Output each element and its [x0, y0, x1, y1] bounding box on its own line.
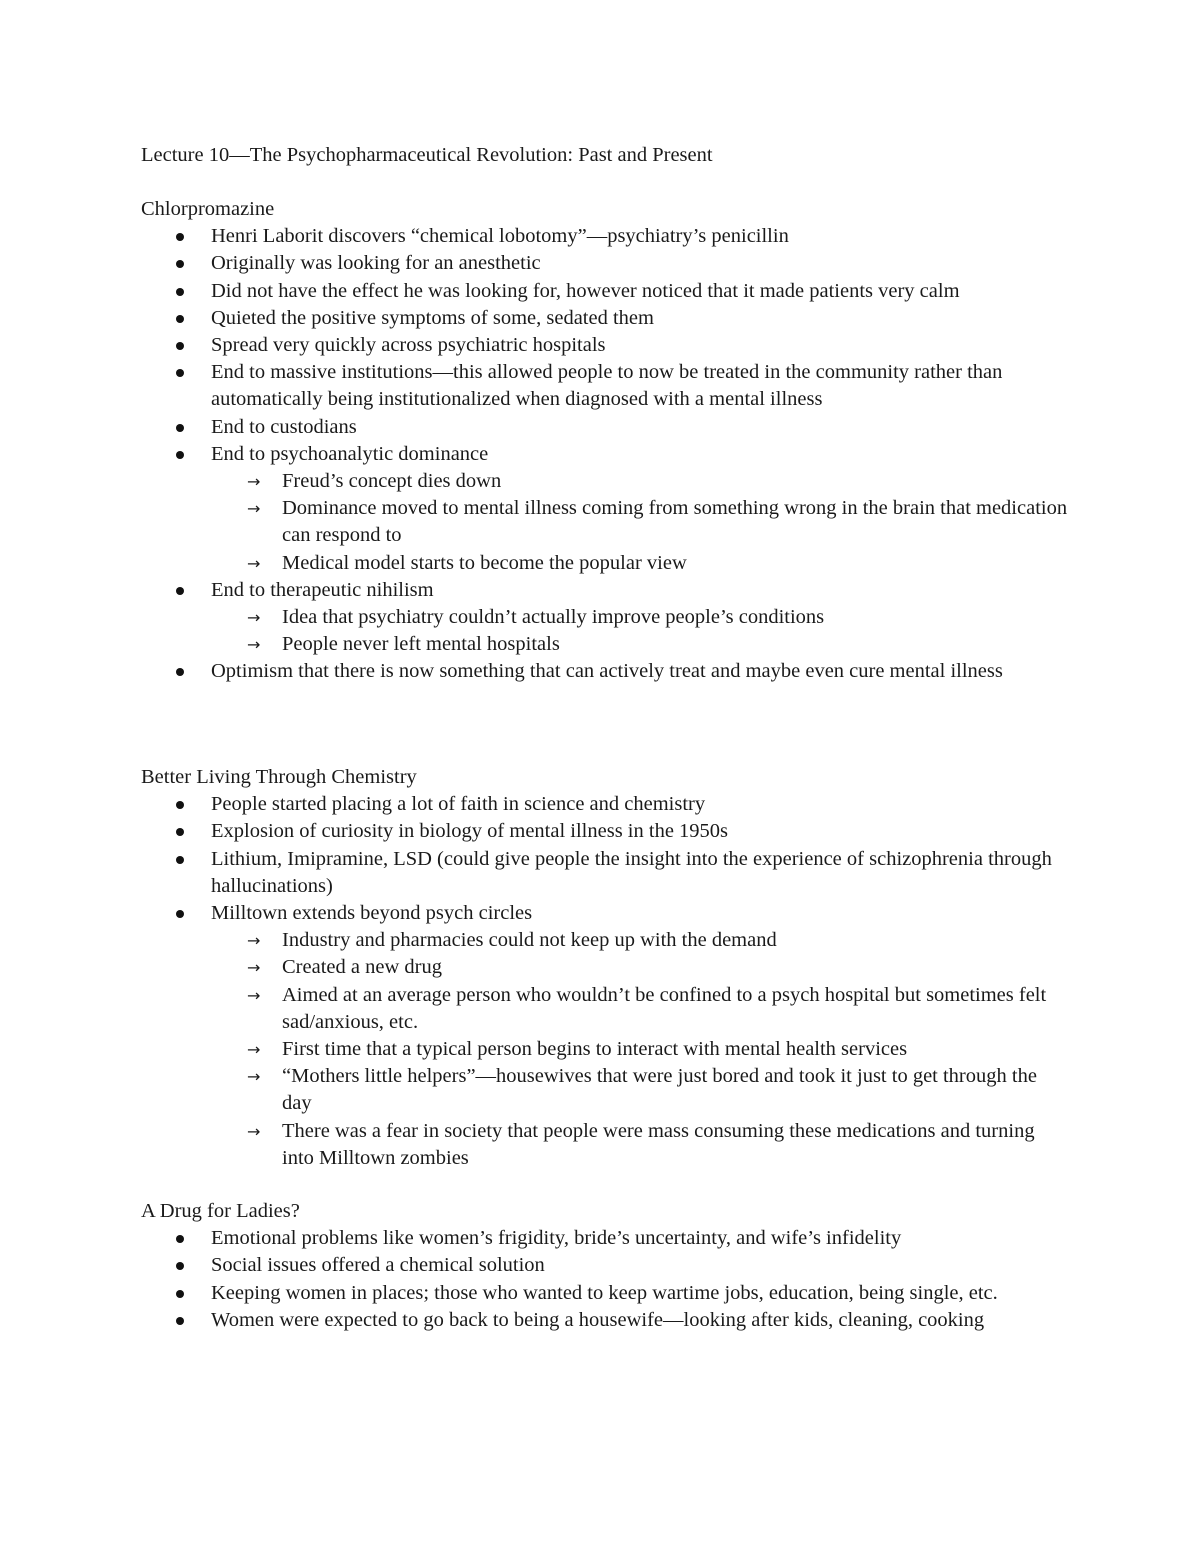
list-item: Social issues offered a chemical solution	[0, 1252, 1200, 1279]
sub-list	[211, 468, 1070, 577]
list-item: Spread very quickly across psychiatric hospitals	[0, 332, 1200, 359]
bullet-icon	[176, 856, 184, 864]
bullet-icon	[176, 668, 184, 676]
sub-list-item: → Freud’s concept dies down	[282, 468, 1070, 495]
section-heading: Chlorpromazine	[141, 198, 275, 220]
list-item: People started placing a lot of faith in science and chemistry	[0, 791, 1200, 818]
sub-list-item: → Aimed at an average person who wouldn’t be confined to a psych hospital but sometimes felt sad/anxious, etc.	[247, 983, 1047, 1033]
sub-list-item: → There was a fear in society that people were mass consuming these medications and turning into Milltown zombies	[247, 1119, 1035, 1169]
page-title: Lecture 10—The Psychopharmaceutical Revolution: Past and Present	[141, 144, 713, 166]
sub-list-item: → People never left mental hospitals	[282, 631, 1070, 658]
sub-list-item: → Medical model starts to become the popular view	[282, 550, 1070, 577]
list-item: Keeping women in places; those who wanted to keep wartime jobs, education, being single, etc.	[0, 1280, 1200, 1307]
bullet-icon	[176, 342, 184, 350]
bullet-icon	[176, 288, 184, 296]
bullet-icon	[176, 424, 184, 432]
arrow-right-icon: →	[247, 499, 261, 519]
list-item: Lithium, Imipramine, LSD (could give people the insight into the experience of schizophrenia through hallucinations)	[0, 846, 1200, 900]
list-item: Explosion of curiosity in biology of mental illness in the 1950s	[0, 818, 1200, 845]
section-heading: A Drug for Ladies?	[141, 1200, 300, 1222]
sub-list-item: → First time that a typical person begins to interact with mental health services	[282, 1036, 1070, 1063]
sub-list	[211, 604, 1070, 658]
arrow-right-icon: →	[247, 635, 261, 655]
list-item: End to therapeutic nihilism → Idea that psychiatry couldn’t actually improve people’s conditions → People never left mental hospitals	[0, 577, 1200, 659]
arrow-right-icon: →	[247, 1040, 261, 1060]
arrow-right-icon: →	[247, 1067, 261, 1087]
list-item: Quieted the positive symptoms of some, sedated them	[0, 305, 1200, 332]
arrow-right-icon: →	[247, 958, 261, 978]
arrow-right-icon: →	[247, 1121, 261, 1141]
bullet-list	[0, 1225, 1200, 1334]
bullet-icon	[176, 451, 184, 459]
bullet-icon	[176, 1290, 184, 1298]
arrow-right-icon: →	[247, 472, 261, 492]
bullet-icon	[176, 828, 184, 836]
bullet-icon	[176, 1317, 184, 1325]
bullet-list	[0, 223, 1200, 685]
bullet-icon	[176, 315, 184, 323]
section-drug-for-ladies	[0, 1198, 1200, 1334]
bullet-icon	[176, 1262, 184, 1270]
bullet-icon	[176, 260, 184, 268]
arrow-right-icon: →	[247, 931, 261, 951]
sub-list	[211, 927, 1070, 1172]
bullet-icon	[176, 369, 184, 377]
bullet-icon	[176, 801, 184, 809]
sub-list-item: → Idea that psychiatry couldn’t actually improve people’s conditions	[282, 604, 1070, 631]
arrow-right-icon: →	[247, 553, 261, 573]
list-item: Milltown extends beyond psych circles → Industry and pharmacies could not keep up with the demand → Created a new drug → Aimed at an average person who wouldn’t be confined to a psych hospital but sometimes felt sad/anxious, etc. → First time that a typical person begins to interact with mental health services → “Mothers little helpers”—housewives that were just bored and took it just to get through the day → There was a fear in society that people were mass consuming these medications and turning into Milltown zombies	[0, 900, 1200, 1172]
bullet-icon	[176, 910, 184, 918]
list-item: Optimism that there is now something that can actively treat and maybe even cure mental illness	[0, 658, 1200, 685]
sub-list-item: → Created a new drug	[282, 954, 1070, 981]
section-better-living	[0, 764, 1200, 1172]
sub-list-item: → “Mothers little helpers”—housewives that were just bored and took it just to get through the day	[247, 1065, 1037, 1115]
sub-list-item: → Industry and pharmacies could not keep up with the demand	[282, 927, 1070, 954]
bullet-icon	[176, 587, 184, 595]
section-heading: Better Living Through Chemistry	[141, 766, 417, 788]
bullet-list	[0, 791, 1200, 1172]
list-item: End to custodians	[0, 414, 1200, 441]
section-chlorpromazine	[0, 196, 1200, 686]
list-item: End to massive institutions—this allowed people to now be treated in the community rather than automatically being institutionalized when diagnosed with a mental illness	[0, 359, 1200, 413]
bullet-icon	[176, 1235, 184, 1243]
bullet-icon	[176, 233, 184, 241]
arrow-right-icon: →	[247, 608, 261, 628]
list-item: Did not have the effect he was looking for, however noticed that it made patients very calm	[0, 278, 1200, 305]
list-item: Originally was looking for an anesthetic	[0, 250, 1200, 277]
list-item: Emotional problems like women’s frigidity, bride’s uncertainty, and wife’s infidelity	[0, 1225, 1200, 1252]
list-item: Henri Laborit discovers “chemical lobotomy”—psychiatry’s penicillin	[0, 223, 1200, 250]
arrow-right-icon: →	[247, 985, 261, 1005]
list-item: Women were expected to go back to being a housewife—looking after kids, cleaning, cooking	[0, 1307, 1200, 1334]
sub-list-item: → Dominance moved to mental illness coming from something wrong in the brain that medication can respond to	[247, 497, 1068, 547]
list-item: End to psychoanalytic dominance → Freud’s concept dies down → Dominance moved to mental illness coming from something wrong in the brain that medication can respond to → Medical model starts to become the popular view	[0, 441, 1200, 577]
